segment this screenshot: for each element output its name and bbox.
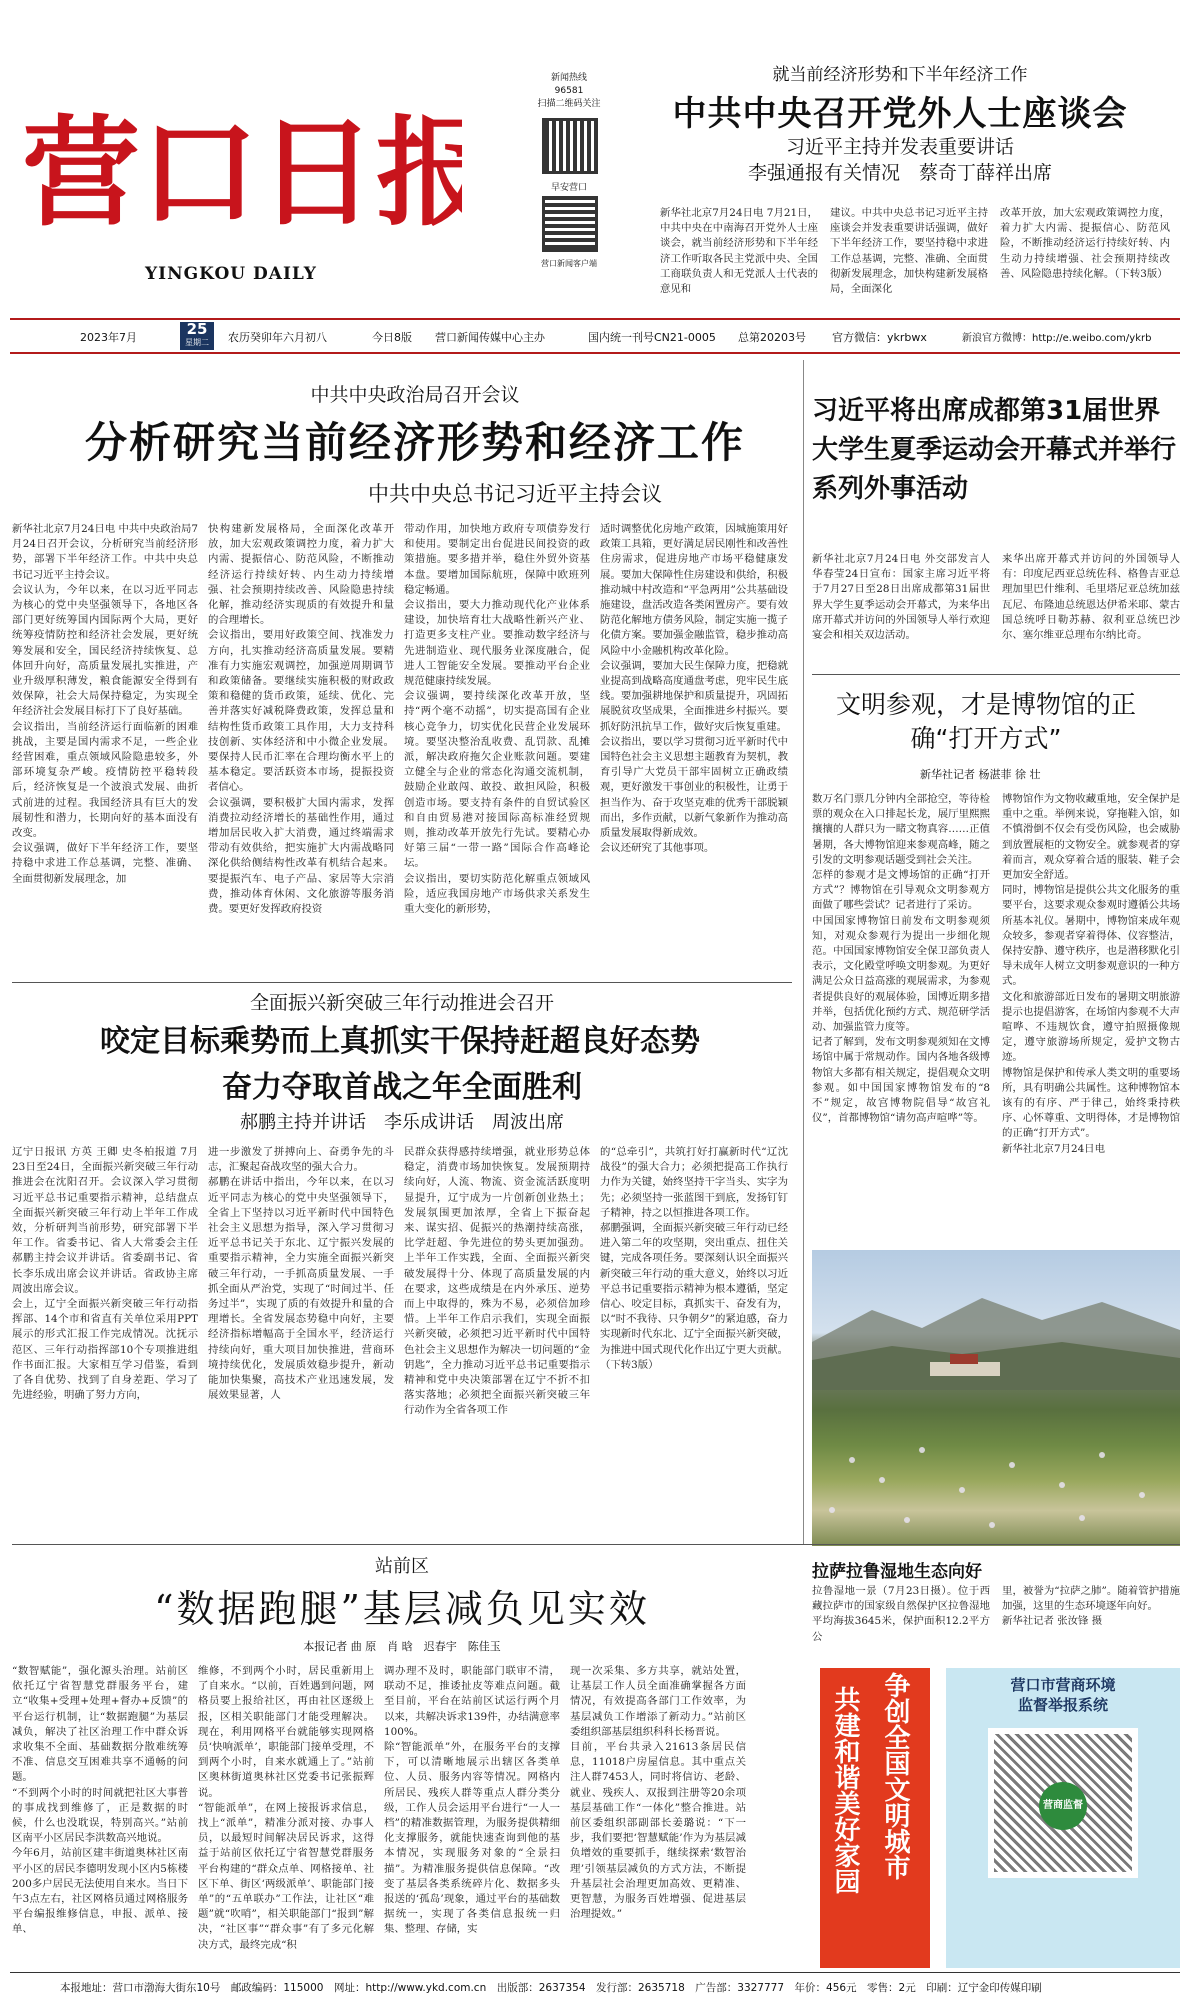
logo-english: YINGKOU DAILY [145, 264, 317, 284]
footer-info: 本报地址：营口市渤海大街东10号 邮政编码：115000 网址：http://www.ykd.com.cn 出版部：2637354 发行部：2635718 广告部：3327777 年价：456元 零售：2元 印刷：辽宁金印传媒印刷 [60, 1982, 1042, 1994]
supervision-title1: 营口市营商环境 [1010, 1676, 1116, 1694]
column-divider [803, 360, 804, 1545]
section-rule [12, 1544, 1180, 1545]
dateline-cn: 国内统一刊号CN21-0005 [588, 331, 716, 344]
top-story-kicker: 就当前经济形势和下半年经济工作 [772, 65, 1028, 85]
data-run-byline: 本报记者 曲 原 肖 晗 迟春宇 陈佳玉 [303, 1640, 501, 1653]
dateline-publisher: 营口新闻传媒中心主办 [435, 331, 545, 344]
politburo-kicker: 中共中央政治局召开会议 [310, 384, 520, 406]
supervision-qr-icon[interactable] [988, 1728, 1138, 1878]
photo-caption-title: 拉萨拉鲁湿地生态向好 [812, 1562, 982, 1582]
data-run-col-4: 现一次采集、多方共享，就站处置，让基层工作人员全面准确掌握各方面情况，有效提高各部门工作效率，为基层减负工作增添了新动力。”站前区委组织部基层组织科科长杨晋说。 目前，平台共录入21613条居民信息，11018户房屋信息。其中重点关注人群7453人，同时将信访、老龄、就业、残疾人、双报到注册等20余项基层基础工作“一体化”整合推进。站前区委组织部副部长姜璐说：“下一步，我们要把‘智慧赋能’作为为基层减负增效的重要抓手，继续探索‘数智治理’引领基层减负的方式方法，不断提升基层社会治理更加高效、更精准、更智慧，为服务百姓增强、促进基层治理提效。” [570, 1665, 746, 1921]
museum-col2: 博物馆作为文物收藏重地，安全保护是重中之重。举例来说，穿拖鞋入馆，如不慎滑倒不仅会有受伤风险，也会威胁到放置展柜的文物安全。就参观者的穿着而言，观众穿着合适的服装、鞋子会更加安全舒适。 同时，博物馆是提供公共文化服务的重要平台，这要求观众参观时遵循公共场所基本礼仪。暑期中，博物馆来成年观众较多，参观者穿着得体、仪容整洁，保持安静、遵守秩序，也是潜移默化引导未成年人树立文明参观意识的一种方式。 文化和旅游部近日发布的暑期文明旅游提示也提倡游客，在场馆内参观不大声喧哗、不违规饮食，遵守拍照摄像规定，遵守旅游场所规定，爱护文物古迹。 博物馆是保护和传承人类文明的重要场所，具有明确公共属性。这种博物馆本该有的有序、严于律己，始终秉持秩序、心怀尊重、文明得体，才是博物馆的正确“打开方式”。 新华社北京7月24日电 [1002, 793, 1180, 1155]
dateline-bar [10, 322, 1180, 350]
top-story-subhead1: 习近平主持并发表重要讲话 [785, 136, 1014, 158]
slogan-col2: 争创全国文明城市 [880, 1672, 910, 1880]
qr-code-icon[interactable] [542, 196, 598, 252]
photo-caption-col1: 拉鲁湿地一景（7月23日摄）。位于西藏拉萨市的国家级自然保护区拉鲁湿地平均海拔3645米，保护面积12.2平方公 [812, 1585, 990, 1643]
dateline-weibo[interactable]: 新浪官方微博：http://e.weibo.com/ykrb [962, 333, 1152, 344]
museum-byline: 新华社记者 杨湛菲 徐 壮 [920, 768, 1041, 781]
top-story-col2: 建议。中共中央总书记习近平主持座谈会并发表重要讲话强调，做好下半年经济工作，要坚持稳中求进工作总基调，完整、准确、全面贯彻新发展理念，加快构建新发展格局，全面深化 [830, 207, 988, 296]
politburo-subhead: 中共中央总书记习近平主持会议 [368, 482, 662, 506]
liaoning-headline2[interactable]: 奋力夺取首战之年全面胜利 [222, 1070, 582, 1105]
logo-text: 营口日报 [22, 103, 462, 242]
civilization-slogan [820, 1668, 930, 1968]
hotline-scan: 扫描二维码关注 [537, 99, 601, 109]
qr1-caption: 早安营口 [550, 183, 587, 193]
hotline-box [532, 72, 606, 111]
dateline-rule-top [10, 318, 1180, 320]
liaoning-kicker: 全面振兴新突破三年行动推进会召开 [249, 992, 554, 1014]
liaoning-subhead: 郝鹏主持并讲话 李乐成讲话 周波出席 [240, 1112, 564, 1133]
footer-rule [10, 1972, 1180, 1973]
museum-col1: 数万名门票几分钟内全部抢空，等待检票的观众在入口排起长龙，展厅里熙熙攘攘的人群只为一睹文物真容……正值暑期，各大博物馆迎来参观高峰，随之引发的文明参观话题受到社会关注。 怎样的参观才是文博场馆的正确“打开方式”？博物馆在引导观众文明参观方面做了哪些尝试？记者进行了采访。 中国国家博物馆日前发布文明参观须知，对观众参观行为提出一步细化规范。中国国家博物馆安全保卫部负责人表示，文化殿堂呼唤文明参观。为更好满足公众日益高涨的观展需求，为参观者提供良好的观展体验，国博近期多措并举，包括优化预约方式、规范研学活动、加强监管力度等。 记者了解到，发布文明参观须知在文博场馆中属于常规动作。国内各地各级博物馆大多都有相关规定，提倡观众文明参观。如中国国家博物馆发布的“8不”规定，故宫博物院倡导“故宫礼仪”，首都博物馆“请勿高声喧哗”等。 [812, 793, 990, 1125]
hotline-number: 96581 [554, 86, 584, 96]
politburo-headline[interactable]: 分析研究当前经济形势和经济工作 [84, 418, 745, 467]
liaoning-col-4: 的“总牵引”，共筑打好打赢新时代“辽沈战役”的强大合力；必须把提高工作执行力作为关键，始终坚持干字当头、实字为先；必须坚持一张蓝图干到底，发扬钉钉子精神，持之以恒推进各项工作。 郝鹏强调，全面振兴新突破三年行动已经进入第二年的攻坚期，突出重点、扭住关键，完成各项任务。要深刻认识全面振兴新突破三年行动的重大意义，始终以习近平总书记重要指示精神为根本遵循，坚定信心、咬定目标，真抓实干、奋发有为，以“时不我待、只争朝夕”的紧迫感，奋力实现新时代东北、辽宁全面振兴新突破，为推进中国式现代化作出辽宁更大贡献。（下转3版） [600, 1146, 788, 1371]
politburo-col-2: 快构建新发展格局，全面深化改革开放，加大宏观政策调控力度，着力扩大内需、提振信心、防范风险，不断推动经济运行持续好转、内生动力持续增强、社会预期持续改善、风险隐患持续化解，推动经济实现质的有效提升和量的合理增长。 会议指出，要用好政策空间、找准发力方向，扎实推动经济高质量发展。要精准有力实施宏观调控，加强逆周期调节和政策储备。要继续实施积极的财政政策和稳健的货币政策，延续、优化、完善并落实好减税降费政策，发挥总量和结构性货币政策工具作用，大力支持科技创新、实体经济和中小微企业发展。要保持人民币汇率在合理均衡水平上的基本稳定。要活跃资本市场，提振投资者信心。 会议强调，要积极扩大国内需求，发挥消费拉动经济增长的基础性作用，通过增加居民收入扩大消费，通过终端需求带动有效供给，把实施扩大内需战略同深化供给侧结构性改革有机结合起来。要提振汽车、电子产品、家居等大宗消费，推动体育休闲、文化旅游等服务消费。要更好发挥政府投资 [208, 523, 394, 916]
dateline-lunar: 农历癸卯年六月初八 [228, 331, 327, 344]
top-story-headline[interactable]: 中共中央召开党外人士座谈会 [672, 94, 1128, 134]
dateline-issue: 总第20203号 [738, 331, 806, 344]
data-run-col-3: 调办理不及时，职能部门联审不清，联动不足，推诿扯皮等难点问题。截至目前，平台在站前区试运行两个月以来，共解决诉求139件，办结满意率100%。 除“智能派单”外，在服务平台的支撑下，可以清晰地展示出辖区各类单位、人员、服务内容等情况。网格内所居民、残疾人群等重点人群分类分级，工作人员会运用平台进行“一人一档”的精准数据管理，为服务提供精细化支撑服务，就能快速查询到他的基本情况，实现服务对象的“全景扫描”。为精准服务提供信息保障。“改变了基层各类系统碎片化、数据多头报送的‘孤岛’现象，通过平台的基础数据统一，实现了各类信息报统一归集、整理、存储，实 [384, 1665, 560, 1936]
dateline-day-box [180, 322, 214, 350]
dateline-pages: 今日8版 [372, 331, 412, 344]
data-run-col-1: “数智赋能”，强化源头治理。站前区依托辽宁省智慧党群服务平台，建立“收集+受理+处理+督办+反馈”的平台运行机制，让“数据跑腿”为基层减负，解决了社区治理工作中群众诉求收集不全面、基础数据分散难统筹不准、信息交互困难共享不通畅的问题。 “不到两个小时的时间就把社区大事普的事成找到维修了，正是数据的时候，什么也没耽误，特别高兴。”站前区南平小区居民李洪数高兴地说。 今年6月，站前区建丰街道奥林社区南平小区的居民李德明发现小区内5栋楼200多户居民无法使用自来水。当日下午3点左右，社区网格员通过网格服务平台编报维修信息，申报、派单、接单、 [12, 1665, 188, 1936]
dateline-day: 25 [186, 320, 208, 338]
newspaper-logo [22, 96, 462, 256]
supervision-title2: 监督举报系统 [1017, 1696, 1108, 1714]
hotline-label: 新闻热线 [550, 73, 587, 83]
qr-code-icon[interactable] [542, 118, 598, 174]
logo-brush-icon [22, 96, 462, 246]
slogan-col1: 共建和谐美好家园 [830, 1686, 860, 1894]
section-rule [12, 982, 792, 983]
data-run-kicker: 站前区 [375, 1556, 429, 1577]
universiade-col2: 来华出席开幕式并访问的外国领导人有：印度尼西亚总统佐科、格鲁吉亚总理加里巴什维利、毛里塔尼亚总统加兹瓦尼、布隆迪总统恩达伊希米耶、蒙古国总统呼日勒苏赫、叙利亚总统巴沙尔、塞尔维亚总理布尔纳比奇。 [1002, 553, 1180, 642]
lhalu-photo [812, 1250, 1180, 1546]
universiade-col1: 新华社北京7月24日电 外交部发言人华春莹24日宣布：国家主席习近平将于7月27日至28日出席成都第31届世界大学生夏季运动会开幕式，为来华出席开幕式并访问的外国领导人举行欢迎宴会和相关双边活动。 [812, 553, 990, 642]
data-run-headline[interactable]: “数据跑腿”基层减负见实效 [154, 1587, 650, 1631]
photo-caption-col2: 里，被誉为“拉萨之肺”。随着管护措施加强，这里的生态环境逐年向好。 新华社记者 张汝锋 摄 [1002, 1585, 1180, 1628]
liaoning-col-2: 进一步激发了拼搏向上、奋勇争先的斗志，汇聚起奋战攻坚的强大合力。 郝鹏在讲话中指出，今年以来，在以习近平同志为核心的党中央坚强领导下，全省上下坚持以习近平新时代中国特色社会主义思想为指导，深入学习贯彻习近平总书记关于东北、辽宁振兴发展的重要指示精神，全力实施全面振兴新突破三年行动，一手抓高质量发展、一手抓全面从严治党，实现了“时间过半、任务过半”，实现了质的有效提升和量的合理增长。全省发展态势稳中向好，主要经济指标增幅高于全国水平，经济运行持续向好，重大项目加快推进，营商环境持续优化，发展质效稳步提升，新动能加快集聚，高技术产业迅速发展，发展效果显著，人 [208, 1146, 394, 1402]
dateline-weekday: 星期二 [185, 338, 209, 347]
top-story-subhead2: 李强通报有关情况 蔡奇丁薛祥出席 [747, 162, 1052, 184]
politburo-col-3: 带动作用，加快地方政府专项债券发行和使用。要制定出台促进民间投资的政策措施。要多措并举，稳住外贸外资基本盘。要增加国际航班，保障中欧班列稳定畅通。 会议指出，要大力推动现代化产业体系建设，加快培育壮大战略性新兴产业、打造更多支柱产业。要推动数字经济与先进制造业、现代服务业深度融合，促进人工智能安全发展。要推动平台企业规范健康持续发展。 会议强调，要持续深化改革开放，坚持“两个毫不动摇”，切实提高国有企业核心竞争力，切实优化民营企业发展环境。要坚决整治乱收费、乱罚款、乱摊派，解决政府拖欠企业账款问题。要建立健全与企业的常态化沟通交流机制，鼓励企业敢闯、敢投、敢担风险，积极创造市场。要支持有条件的自贸试验区和自由贸易港对接国际高标准经贸规则，推动改革开放先行先试。要精心办好第三届“一带一路”国际合作高峰论坛。 会议指出，要切实防范化解重点领域风险，适应我国房地产市场供求关系发生重大变化的新形势， [404, 523, 590, 916]
top-story-col3: 改革开放，加大宏观政策调控力度，着力扩大内需、提振信心、防范风险，不断推动经济运行持续好转、内生动力持续增强、社会预期持续改善、风险隐患持续化解。（下转3版） [1000, 207, 1170, 280]
universiade-headline[interactable]: 习近平将出席成都第31届世界大学生夏季运动会开幕式并举行系列外事活动 [812, 396, 1177, 504]
politburo-col-4: 适时调整优化房地产政策，因城施策用好政策工具箱，更好满足居民刚性和改善性住房需求，促进房地产市场平稳健康发展。要加大保障性住房建设和供给，积极推动城中村改造和“平急两用”公共基础设施建设，盘活改造各类闲置房产。要有效防范化解地方债务风险，制定实施一揽子化债方案。要加强金融监管，稳步推动高风险中小金融机构改革化险。 会议强调，要加大民生保障力度，把稳就业提高到战略高度通盘考虑，兜牢民生底线。要加强耕地保护和质量提升，巩固拓展脱贫攻坚成果，全面推进乡村振兴。要抓好防汛抗旱工作，做好灾后恢复重建。 会议指出，要以学习贯彻习近平新时代中国特色社会主义思想主题教育为契机，教育引导广大党员干部牢固树立正确政绩观，更好激发干事创业的积极性，让勇于担当作为、奋于攻坚克难的优秀干部脱颖而出，多作贡献，以新气象新作为推动高质量发展取得新成效。 会议还研究了其他事项。 [600, 523, 788, 855]
politburo-col-1: 新华社北京7月24日电 中共中央政治局7月24日召开会议，分析研究当前经济形势，部署下半年经济工作。中共中央总书记习近平主持会议。 会议认为，今年以来，在以习近平同志为核心的党中央坚强领导下，各地区各部门更好统筹国内国际两个大局，更好统筹疫情防控和经济社会发展，更好统筹发展和安全，国民经济持续恢复、总体回升向好，高质量发展扎实推进，产业升级厚积薄发，粮食能源安全得到有效保障，社会大局保持稳定，为实现全年经济社会发展目标打下了良好基础。 会议指出，当前经济运行面临新的困难挑战，主要是国内需求不足，一些企业经营困难，重点领域风险隐患较多，外部环境复杂严峻。疫情防控平稳转段后，经济恢复是一个波浪式发展、曲折式前进的过程。我国经济具有巨大的发展韧性和潜力，长期向好的基本面没有改变。 会议强调，做好下半年经济工作，要坚持稳中求进工作总基调，完整、准确、全面贯彻新发展理念，加 [12, 523, 198, 885]
section-rule [812, 674, 1180, 675]
liaoning-col-3: 民群众获得感持续增强，就业形势总体稳定，消费市场加快恢复。发展预期持续向好，人流、物流、资金流活跃度明显提升，辽宁成为一片创新创业热土；发展氛围更加浓厚，全省上下振奋起来、谋实招、促振兴的热潮持续高涨，比学赶超、争先进位的势头更加强劲。上半年工作实践，全面、全面振兴新突破发展得十分、体现了高质量发展的内在要求，这些成绩是在内外承压、逆势而上中取得的，殊为不易，必须倍加珍惜。上半年工作启示我们，实现全面振兴新突破，必须把习近平新时代中国特色社会主义思想作为解决一切问题的“金钥匙”，全力推动习近平总书记重要指示精神和党中央决策部署在辽宁不折不扣落实落地；必须把全面振兴新突破三年行动作为全省各项工作 [404, 1146, 590, 1417]
qr2-caption: 营口新闻客户端 [541, 259, 597, 268]
top-story-col1: 新华社北京7月24日电 7月21日，中共中央在中南海召开党外人士座谈会，就当前经济形势和下半年经济工作听取各民主党派中央、全国工商联负责人和无党派人士代表的意见和 [660, 207, 818, 296]
liaoning-headline1[interactable]: 咬定目标乘势而上真抓实干保持赶超良好态势 [100, 1024, 700, 1059]
supervision-badge: 营商监督 [1039, 1782, 1087, 1830]
landscape-illustration [812, 1250, 1180, 1546]
museum-headline[interactable]: 文明参观，才是博物馆的正确“打开方式” [836, 690, 1137, 753]
data-run-col-2: 维修，不到两个小时，居民重新用上了自来水。“以前，百姓遇到问题，网格员要上报给社区，再由社区逐级上报，区相关职能部门才能受理解决。现在，利用网格平台就能够实现网格员‘快响派单’，职能部门接单受理，不到两个小时，自来水就通上了。”站前区奥林街道奥林社区党委书记张振辉说。 “智能派单”，在网上接报诉求信息，找上“派单”，精准分派对接、办事人员，以最短时间解决居民诉求，这得益于站前区依托辽宁省智慧党群服务平台构建的“群众点单、网格接单、社区下单、街区‘两级派单’、职能部门接单”的“五单联办”工作法，让社区“难题”就“吹哨”，相关职能部门“报到”解决，“社区事”“群众事”有了多元化解决方式，最终完成“积 [198, 1665, 374, 1951]
dateline-wechat: 官方微信：ykrbwx [832, 331, 927, 344]
supervision-box[interactable] [946, 1668, 1180, 1968]
dateline-date: 2023年7月 [80, 331, 137, 344]
dateline-rule-bottom [10, 352, 1180, 354]
liaoning-col-1: 辽宁日报讯 方英 王卿 史冬柏报道 7月23日至24日，全面振兴新突破三年行动推进会在沈阳召开。会议深入学习贯彻习近平总书记重要指示精神，总结盘点全面振兴新突破三年行动上半年工作成效，分析研判当前形势，研究部署下半年工作。省委书记、省人大常委会主任郝鹏主持会议并讲话。省委副书记、省长李乐成出席会议并讲话。省政协主席周波出席会议。 会上，辽宁全面振兴新突破三年行动指挥部、14个市和省直有关单位采用PPT展示的形式汇报工作完成情况。沈抚示范区、三年行动指挥部10个专项推进组作书面汇报。大家相互学习借鉴，看到了各自优势、找到了自身差距、学习了先进经验，明确了努力方向， [12, 1146, 198, 1402]
